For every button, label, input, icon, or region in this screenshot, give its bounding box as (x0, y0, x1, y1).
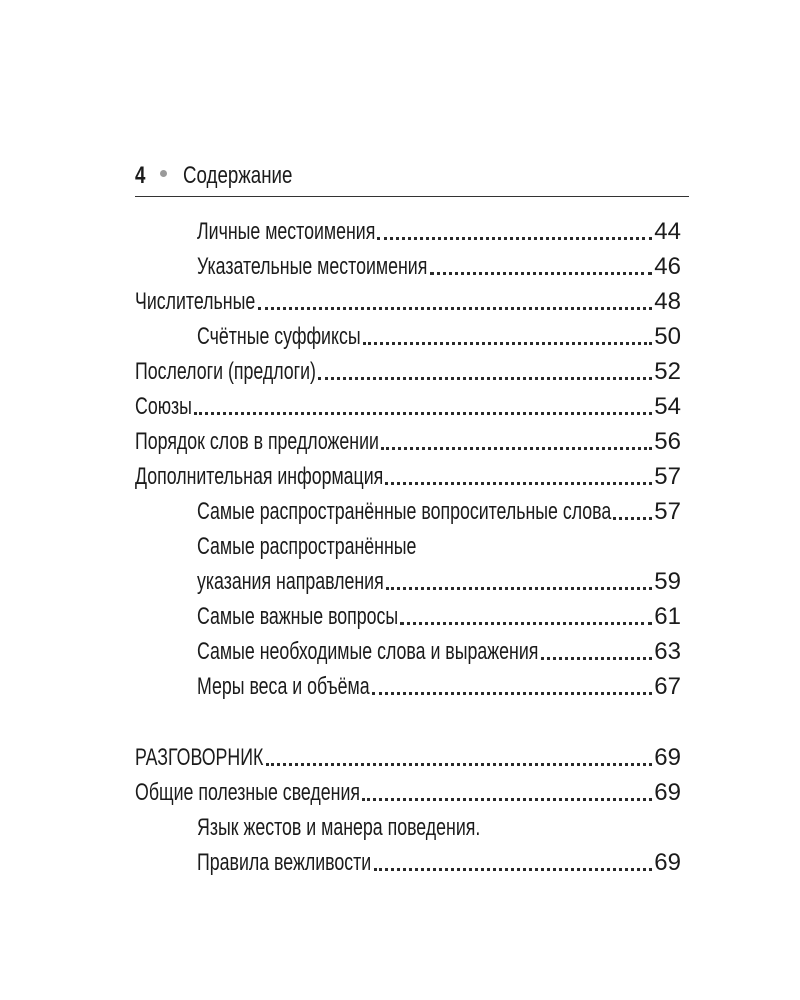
toc-entry-page: 46 (654, 253, 681, 280)
dot-leader (258, 286, 653, 318)
toc-entry-page: 54 (654, 393, 681, 420)
toc-entry-page: 57 (654, 463, 681, 490)
toc-entry (197, 321, 681, 353)
toc-entry (197, 496, 681, 528)
toc-entry (197, 671, 681, 703)
toc-entry-label: Дополнительная информация (135, 463, 384, 490)
toc-entry-page: 63 (654, 638, 681, 665)
toc-entry-page: 67 (654, 673, 681, 700)
page-number: 4 (135, 162, 146, 189)
toc-entry-label: указания направления (197, 568, 384, 595)
toc-entry (135, 461, 681, 493)
toc-entry (197, 566, 681, 598)
dot-leader (613, 496, 652, 528)
toc-entry-label: Меры веса и объёма (197, 673, 370, 700)
toc-entry-label: Самые распространённые вопросительные слова (197, 498, 612, 525)
toc-entry (197, 251, 681, 283)
toc-entry-page: 57 (654, 498, 681, 525)
toc-entry-label: Указательные местоимения (197, 253, 428, 280)
toc-entry (135, 391, 681, 423)
toc-entry-page: 50 (654, 323, 681, 350)
toc-entry-label: Числительные (135, 288, 256, 315)
toc-entry-label: Счётные суффиксы (197, 323, 361, 350)
toc-entry (197, 636, 681, 668)
toc-entry-label: Порядок слов в предложении (135, 428, 379, 455)
toc-entry-label: Самые распространённые (197, 533, 417, 560)
toc-entry-label: Правила вежливости (197, 849, 372, 876)
dot-leader (386, 566, 652, 598)
toc-entry-label: Самые необходимые слова и выражения (197, 638, 539, 665)
toc-entry-label: Послелоги (предлоги) (135, 358, 316, 385)
dot-leader (194, 391, 652, 423)
toc-entry-page: 48 (654, 288, 681, 315)
toc-entry-label: РАЗГОВОРНИК (135, 744, 264, 771)
page-title: Содержание (183, 162, 293, 189)
dot-leader (377, 216, 652, 248)
toc-entry-label: Личные местоимения (197, 218, 376, 245)
toc-entry-page: 52 (654, 358, 681, 385)
toc-entry (135, 742, 681, 774)
toc-entry (135, 777, 681, 809)
dot-leader (381, 426, 653, 458)
toc-entry (135, 426, 681, 458)
toc-entry-label: Самые важные вопросы (197, 603, 399, 630)
dot-leader (372, 671, 652, 703)
toc-entry-page: 69 (654, 744, 681, 771)
toc-entry-label: Союзы (135, 393, 192, 420)
dot-leader (430, 251, 653, 283)
toc-entry (197, 812, 681, 844)
toc-entry-page: 61 (654, 603, 681, 630)
toc-entry-page: 44 (654, 218, 681, 245)
dot-leader (362, 777, 652, 809)
toc-entry (197, 216, 681, 248)
toc-entry (135, 356, 681, 388)
dot-leader (400, 601, 652, 633)
dot-leader (318, 356, 653, 388)
dot-leader (363, 321, 653, 353)
toc-entry-label: Язык жестов и манера поведения. (197, 814, 481, 841)
toc-entry-label: Общие полезные сведения (135, 779, 361, 806)
toc-entry-page: 69 (654, 779, 681, 806)
toc-entry (135, 286, 681, 318)
toc-entry-page: 69 (654, 849, 681, 876)
dot-leader (385, 461, 653, 493)
dot-leader (374, 847, 653, 879)
toc-entry (197, 601, 681, 633)
dot-leader (266, 742, 653, 774)
toc-entry (197, 847, 681, 879)
toc-entry-page: 59 (654, 568, 681, 595)
dot-leader (541, 636, 653, 668)
toc-entry-page: 56 (654, 428, 681, 455)
toc-entry (197, 531, 681, 563)
